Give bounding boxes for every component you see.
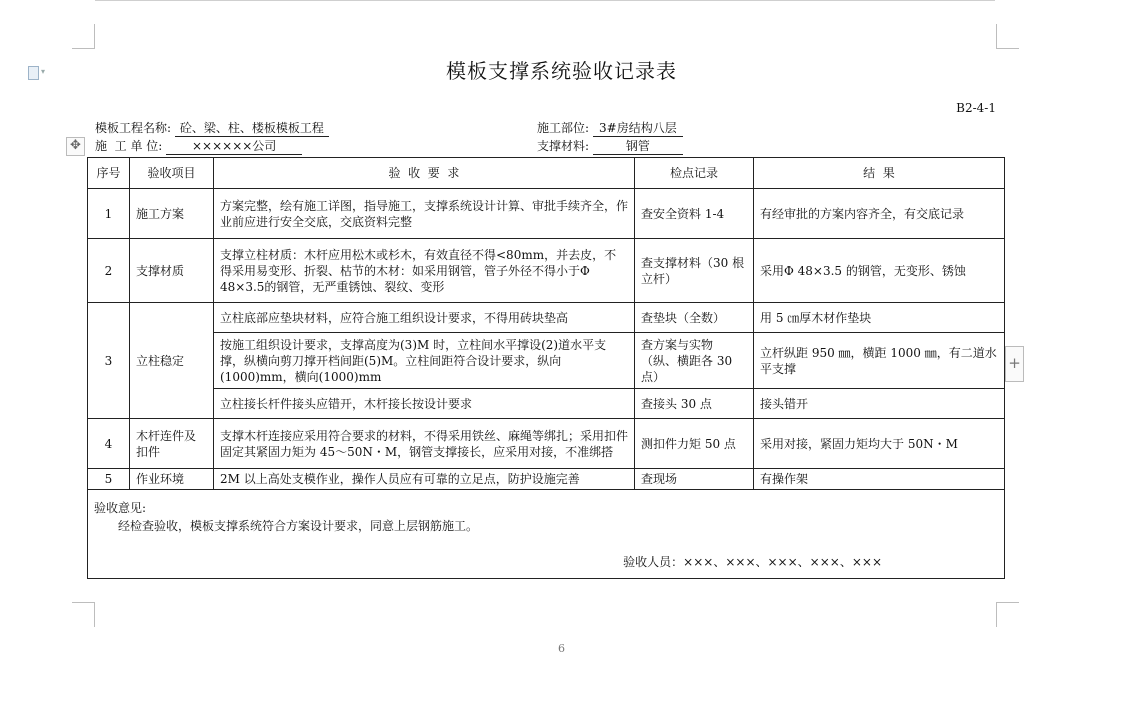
row-item: 立柱稳定 xyxy=(130,303,214,419)
construction-unit-value: ××××××公司 xyxy=(166,137,302,155)
table-header-row xyxy=(88,158,1005,189)
row-check: 查垫块（全数） xyxy=(635,303,754,333)
page-title: 模板支撑系统验收记录表 xyxy=(446,59,677,83)
row-result: 采用对接，紧固力矩均大于 50N・M xyxy=(754,419,1005,469)
opinion-cell xyxy=(88,490,1005,579)
row-result: 采用Φ 48×3.5 的钢管，无变形、锈蚀 xyxy=(754,239,1005,303)
row-requirement: 立柱接长杆件接头应错开，木杆接长按设计要求 xyxy=(214,389,635,419)
row-requirement: 2M 以上高处支模作业，操作人员应有可靠的立足点，防护设施完善 xyxy=(214,469,635,490)
page-number: 6 xyxy=(558,642,565,655)
row-item: 作业环境 xyxy=(130,469,214,490)
row-number: 3 xyxy=(88,303,130,419)
row-check: 查安全资料 1-4 xyxy=(635,189,754,239)
row-item: 支撑材质 xyxy=(130,239,214,303)
construction-unit-label: 施 工 单 位: xyxy=(95,139,163,153)
project-name-value: 砼、梁、柱、楼板模板工程 xyxy=(175,119,329,137)
row-requirement: 按施工组织设计要求，支撑高度为(3)M 时，立柱间水平撑设(2)道水平支撑，纵横向剪刀撑开档间距(5)M。立柱间距符合设计要求，纵向(1000)mm，横向(1000)mm xyxy=(214,333,635,389)
row-requirement: 支撑木杆连接应采用符合要求的材料，不得采用铁丝、麻绳等绑扎；采用扣件固定其紧固力矩为 45～50N・M，钢管支撑接长，应采用对接，不准绑搭 xyxy=(214,419,635,469)
opinion-text: 经检查验收，模板支撑系统符合方案设计要求，同意上层钢筋施工。 xyxy=(118,519,479,533)
project-name-label: 模板工程名称: xyxy=(95,121,172,135)
acceptance-table xyxy=(87,157,1005,579)
header-result: 结 果 xyxy=(754,158,1005,189)
support-material-label: 支撑材料: xyxy=(537,139,590,153)
row-check: 查支撑材料（30 根立杆） xyxy=(635,239,754,303)
top-divider xyxy=(95,0,995,1)
header-item: 验收项目 xyxy=(130,158,214,189)
row-check: 查方案与实物（纵、横距各 30 点） xyxy=(635,333,754,389)
table-row xyxy=(88,189,1005,239)
row-requirement: 方案完整，绘有施工详图，指导施工，支撑系统设计计算、审批手续齐全，作业前应进行安全交底，交底资料完整 xyxy=(214,189,635,239)
header-requirement: 验 收 要 求 xyxy=(214,158,635,189)
crop-mark-bottom-left xyxy=(72,602,95,627)
location-row xyxy=(537,119,683,137)
table-row xyxy=(88,303,1005,333)
table-row xyxy=(88,419,1005,469)
opinion-label: 验收意见: xyxy=(94,501,147,515)
table-row xyxy=(88,469,1005,490)
opinion-row xyxy=(88,490,1005,579)
row-check: 查接头 30 点 xyxy=(635,389,754,419)
row-number: 1 xyxy=(88,189,130,239)
document-icon[interactable]: ▾ xyxy=(28,66,52,80)
header-check: 检点记录 xyxy=(635,158,754,189)
row-number: 5 xyxy=(88,469,130,490)
construction-unit-row xyxy=(95,137,302,155)
move-handle-icon[interactable]: ✥ xyxy=(66,137,85,156)
row-requirement: 立柱底部应垫块材料，应符合施工组织设计要求，不得用砖块垫高 xyxy=(214,303,635,333)
crop-mark-bottom-right xyxy=(996,602,1019,627)
inspectors-signature: 验收人员：×××、×××、×××、×××、××× xyxy=(623,555,882,569)
location-label: 施工部位: xyxy=(537,121,590,135)
header-no: 序号 xyxy=(88,158,130,189)
row-check: 测扣件力矩 50 点 xyxy=(635,419,754,469)
row-number: 4 xyxy=(88,419,130,469)
table-row xyxy=(88,389,1005,419)
row-item: 施工方案 xyxy=(130,189,214,239)
plus-icon[interactable]: + xyxy=(1005,346,1024,382)
support-material-value: 钢管 xyxy=(593,137,683,155)
row-check: 查现场 xyxy=(635,469,754,490)
row-result: 有操作架 xyxy=(754,469,1005,490)
support-material-row xyxy=(537,137,683,155)
location-value: 3#房结构八层 xyxy=(593,119,683,137)
row-result: 立杆纵距 950 ㎜，横距 1000 ㎜，有二道水平支撑 xyxy=(754,333,1005,389)
row-result: 接头错开 xyxy=(754,389,1005,419)
table-row xyxy=(88,333,1005,389)
row-result: 用 5 ㎝厚木材作垫块 xyxy=(754,303,1005,333)
table-row xyxy=(88,239,1005,303)
crop-mark-top-left xyxy=(72,24,95,49)
row-requirement: 支撑立柱材质：木杆应用松木或杉木，有效直径不得<80mm，并去皮，不得采用易变形、折裂、枯节的木材：如采用钢管，管子外径不得小于Φ 48×3.5的钢管，无严重锈蚀、裂纹、变形 xyxy=(214,239,635,303)
project-name-row xyxy=(95,119,329,137)
crop-mark-top-right xyxy=(996,24,1019,49)
row-result: 有经审批的方案内容齐全，有交底记录 xyxy=(754,189,1005,239)
row-item: 木杆连件及扣件 xyxy=(130,419,214,469)
form-code: B2-4-1 xyxy=(956,101,996,115)
row-number: 2 xyxy=(88,239,130,303)
